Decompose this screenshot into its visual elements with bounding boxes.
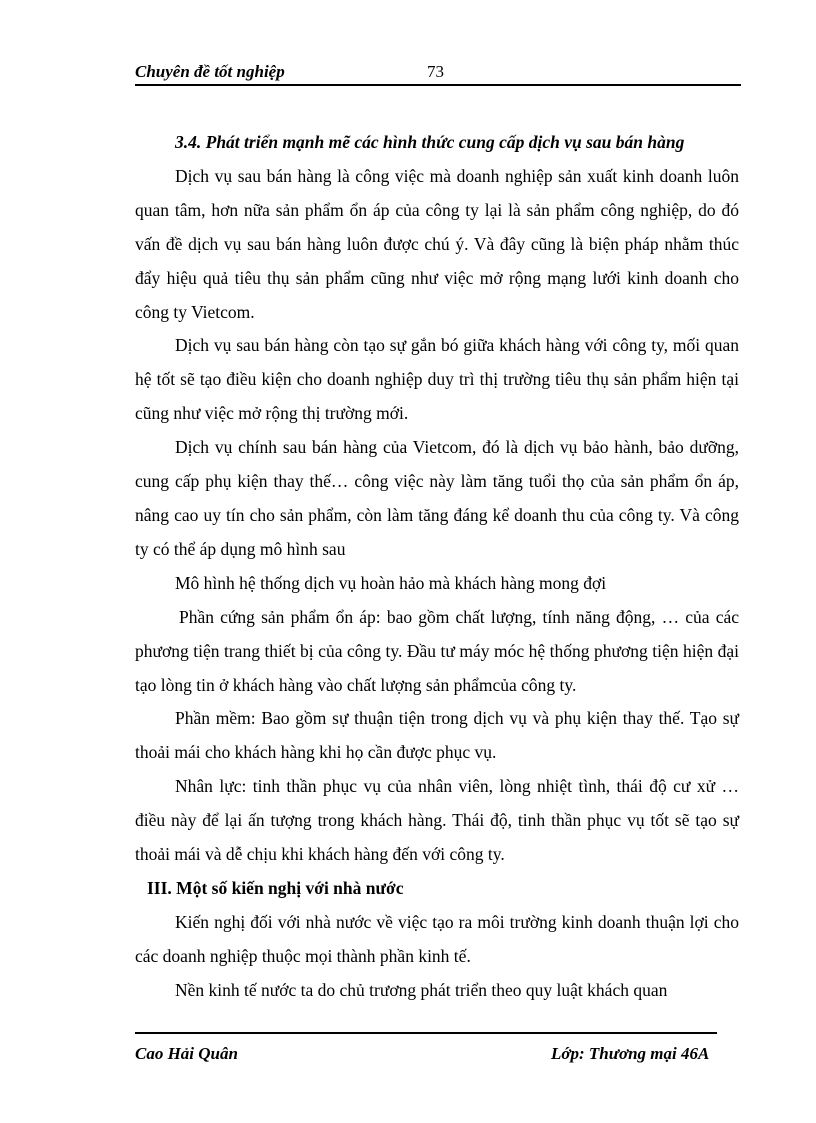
paragraph: Dịch vụ sau bán hàng là công việc mà doanh nghiệp sản xuất kinh doanh luôn quan tâm, hơn nữa sản phẩm ổn áp của công ty lại là sản phẩm công nghiệp, do đó vấn đề dịch vụ sau bán hàng luôn được chú ý. Và đây cũng là biện pháp nhằm thúc đẩy hiệu quả tiêu thụ sản phẩm cũng như việc mở rộng mạng lưới kinh doanh cho công ty Vietcom.: [135, 165, 739, 322]
chapter-heading: III. Một số kiến nghị với nhà nước: [147, 877, 404, 898]
footer-class: Lớp: Thương mại 46A: [551, 1044, 710, 1063]
page-number: 73: [427, 62, 444, 81]
paragraph: Phần cứng sản phẩm ổn áp: bao gồm chất lượng, tính năng động, … của các phương tiện trang thiết bị của công ty. Đầu tư máy móc hệ thống phương tiện hiện đại tạo lòng tin ở khách hàng vào chất lượng sản phẩmcủa công ty.: [135, 606, 739, 695]
paragraph: Dịch vụ chính sau bán hàng của Vietcom, đó là dịch vụ bảo hành, bảo dưỡng, cung cấp phụ kiện thay thế… công việc này làm tăng tuổi thọ của sản phẩm ổn áp, nâng cao uy tín cho sản phẩm, còn làm tăng đáng kể doanh thu của công ty. Và công ty có thể áp dụng mô hình sau: [135, 437, 739, 559]
page-header: [135, 60, 741, 86]
paragraph: Dịch vụ sau bán hàng còn tạo sự gắn bó giữa khách hàng với công ty, mối quan hệ tốt sẽ tạo điều kiện cho doanh nghiệp duy trì thị trường tiêu thụ sản phẩm hiện tại cũng như việc mở rộng thị trường mới.: [135, 335, 739, 424]
footer-author: Cao Hải Quân: [135, 1044, 238, 1063]
paragraph: Phần mềm: Bao gồm sự thuận tiện trong dịch vụ và phụ kiện thay thế. Tạo sự thoải mái cho khách hàng khi họ cần được phục vụ.: [135, 708, 739, 763]
paragraph: Nhân lực: tinh thần phục vụ của nhân viên, lòng nhiệt tình, thái độ cư xử … điều này để lại ấn tượng trong khách hàng. Thái độ, tinh thần phục vụ tốt sẽ tạo sự thoải mái và dễ chịu khi khách hàng đến với công ty.: [135, 776, 739, 865]
paragraph: Nền kinh tế nước ta do chủ trương phát triển theo quy luật khách quan: [175, 979, 668, 1000]
page-body: [135, 126, 739, 1008]
paragraph: Kiến nghị đối với nhà nước về việc tạo ra môi trường kinh doanh thuận lợi cho các doanh nghiệp thuộc mọi thành phần kinh tế.: [135, 911, 739, 966]
footer-rule: [135, 1032, 717, 1034]
paragraph: Mô hình hệ thống dịch vụ hoàn hảo mà khách hàng mong đợi: [175, 572, 607, 593]
document-title: Chuyên đề tốt nghiệp: [135, 62, 285, 81]
section-title: 3.4. Phát triển mạnh mẽ các hình thức cung cấp dịch vụ sau bán hàng: [175, 132, 685, 152]
